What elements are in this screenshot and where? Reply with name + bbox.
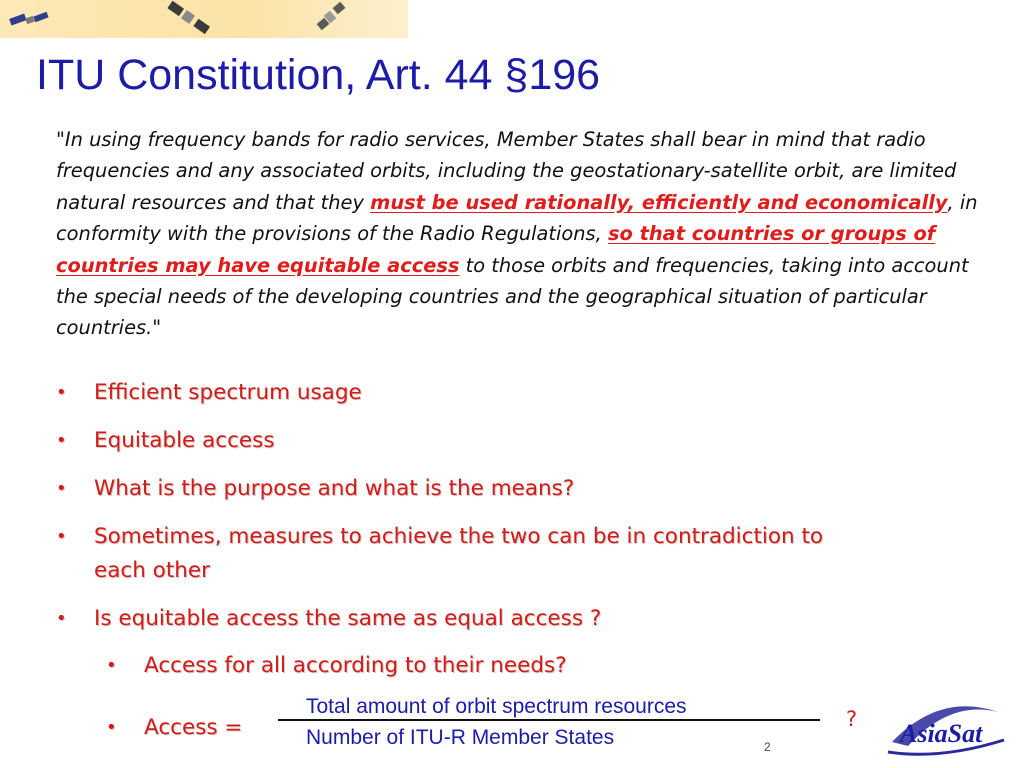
bullet-dot: • xyxy=(106,717,117,738)
sub-bullet-text: Access for all according to their needs? xyxy=(144,653,567,678)
bullet-text: each other xyxy=(94,558,210,583)
quote-close-mark: " xyxy=(152,316,162,340)
slide-title: ITU Constitution, Art. 44 §196 xyxy=(36,51,601,99)
bullet-text: Efficient spectrum usage xyxy=(94,380,362,405)
slide-number: 2 xyxy=(764,740,771,754)
bullet-dot: • xyxy=(56,608,67,629)
fraction-question-mark: ? xyxy=(846,707,858,731)
quote-text-part2: , in conformity with the provisions of the Radio Regulations, xyxy=(56,190,978,246)
quote-text-part1: In using frequency bands for radio services, Member States shall bear in mind that radio frequencies and any associated orbits, including the geostationary-satellite orbit, are limited natural resources and that they xyxy=(56,128,957,214)
bullet-dot: • xyxy=(56,478,67,499)
fraction-bar xyxy=(278,719,820,721)
bullet-dot: • xyxy=(56,430,67,451)
bullet-dot: • xyxy=(56,526,67,547)
quote-highlight-rational-use: must be used rationally, efficiently and economically xyxy=(370,190,948,214)
bullet-dot: • xyxy=(106,655,117,676)
bullet-text: Is equitable access the same as equal access ? xyxy=(94,606,602,631)
quote-open-mark: " xyxy=(56,128,65,151)
fraction-numerator: Total amount of orbit spectrum resources xyxy=(306,695,687,718)
quote-text-part3: to those orbits and frequencies, taking into account the special needs of the developing countries and the geographical situation of particular countries. xyxy=(56,253,969,340)
logo-text: AsiaSat xyxy=(900,719,983,748)
satellite-icon xyxy=(8,8,52,32)
sub-bullet-text: Access = xyxy=(144,715,243,740)
bullet-text: What is the purpose and what is the means? xyxy=(94,476,575,501)
satellite-icon xyxy=(312,2,352,36)
asiasat-logo xyxy=(880,690,1010,764)
quote-highlight-equitable-access: so that countries or groups of countries may have equitable access xyxy=(56,222,936,277)
bullet-text: Equitable access xyxy=(94,428,275,453)
bullet-text: Sometimes, measures to achieve the two can be in contradiction to xyxy=(94,524,824,549)
bullet-dot: • xyxy=(56,382,67,403)
fraction-denominator: Number of ITU-R Member States xyxy=(306,726,615,749)
top-banner xyxy=(0,0,408,38)
satellite-icon xyxy=(165,0,215,36)
itu-quote xyxy=(56,124,986,344)
